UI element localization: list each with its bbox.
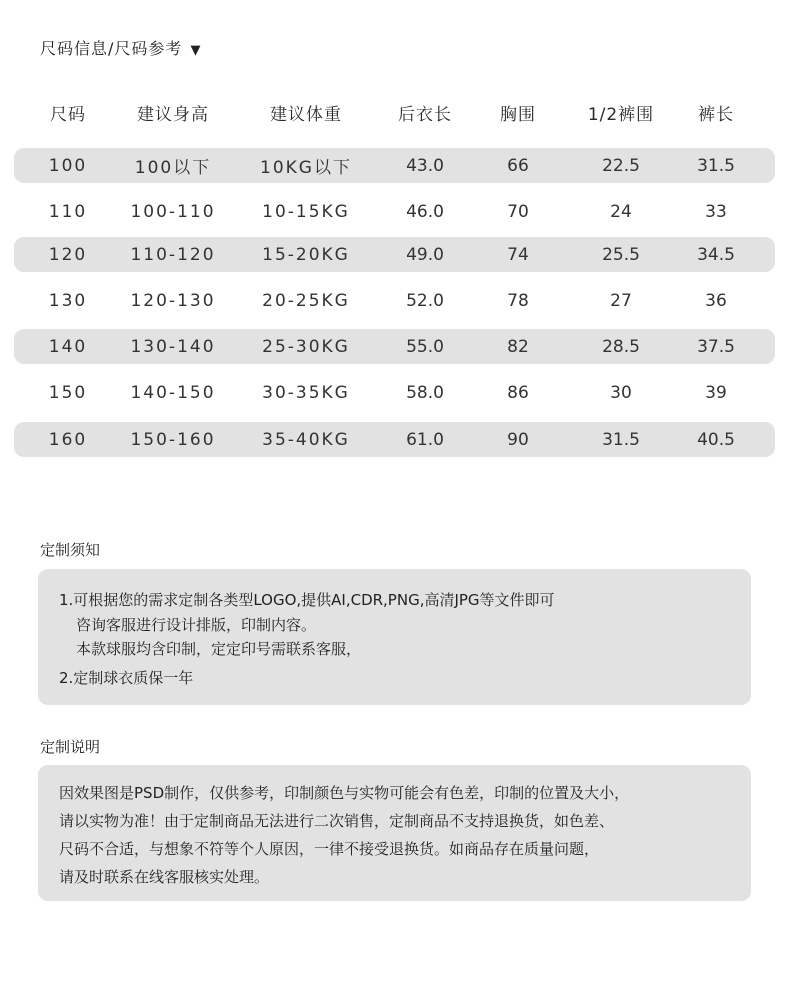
explain-line-4: 请及时联系在线客服核实处理。	[59, 868, 270, 886]
cell-back-length: 43.0	[406, 155, 444, 176]
cell-chest: 70	[507, 201, 529, 222]
cell-height: 130-140	[130, 336, 216, 357]
custom-explain-title: 定制说明	[40, 738, 101, 756]
cell-half-waist: 22.5	[602, 155, 640, 176]
size-table-header	[14, 95, 775, 130]
cell-size: 140	[48, 336, 88, 357]
cell-weight: 15-20KG	[262, 244, 350, 265]
cell-back-length: 58.0	[406, 382, 444, 403]
notice-line-2: 咨询客服进行设计排版，印制内容。	[76, 616, 317, 634]
cell-back-length: 55.0	[406, 336, 444, 357]
cell-height: 120-130	[130, 290, 216, 311]
cell-weight: 30-35KG	[262, 382, 350, 403]
notice-line-4: 2.定制球衣质保一年	[59, 669, 194, 687]
cell-chest: 78	[507, 290, 529, 311]
header-back-length: 后衣长	[398, 105, 452, 125]
cell-pants-length: 36	[705, 290, 727, 311]
table-row	[14, 283, 775, 318]
cell-chest: 74	[507, 244, 529, 265]
header-half-waist: 1/2裤围	[587, 105, 655, 125]
cell-pants-length: 37.5	[697, 336, 735, 357]
cell-chest: 66	[507, 155, 529, 176]
cell-half-waist: 27	[610, 290, 632, 311]
cell-height: 100以下	[134, 158, 212, 178]
table-row	[14, 148, 775, 183]
cell-back-length: 46.0	[406, 201, 444, 222]
notice-line-3: 本款球服均含印制，定定印号需联系客服，	[76, 640, 362, 658]
cell-chest: 90	[507, 429, 529, 450]
cell-height: 150-160	[130, 429, 216, 450]
explain-line-3: 尺码不合适，与想象不符等个人原因，一律不接受退换货。如商品存在质量问题，	[59, 840, 600, 858]
header-weight: 建议体重	[270, 105, 342, 125]
table-row	[14, 422, 775, 457]
triangle-down-icon: ▼	[190, 43, 202, 58]
size-info-title	[40, 36, 202, 59]
cell-pants-length: 34.5	[697, 244, 735, 265]
cell-half-waist: 31.5	[602, 429, 640, 450]
explain-line-2: 请以实物为准！由于定制商品无法进行二次销售，定制商品不支持退换货，如色差、	[59, 812, 615, 830]
cell-size: 130	[48, 290, 88, 311]
table-row	[14, 194, 775, 229]
cell-back-length: 52.0	[406, 290, 444, 311]
cell-half-waist: 30	[610, 382, 632, 403]
cell-height: 140-150	[130, 382, 216, 403]
custom-explain-box	[38, 765, 751, 901]
cell-height: 110-120	[130, 244, 216, 265]
cell-height: 100-110	[130, 201, 216, 222]
cell-size: 160	[48, 429, 88, 450]
cell-pants-length: 31.5	[697, 155, 735, 176]
cell-chest: 82	[507, 336, 529, 357]
cell-weight: 10KG以下	[260, 158, 352, 178]
notice-line-1: 1.可根据您的需求定制各类型LOGO,提供AI,CDR,PNG,高清JPG等文件即可	[59, 591, 555, 609]
cell-size: 150	[48, 382, 88, 403]
cell-back-length: 49.0	[406, 244, 444, 265]
explain-line-1: 因效果图是PSD制作，仅供参考，印制颜色与实物可能会有色差，印制的位置及大小，	[59, 784, 630, 802]
cell-chest: 86	[507, 382, 529, 403]
header-height: 建议身高	[137, 105, 209, 125]
cell-half-waist: 28.5	[602, 336, 640, 357]
cell-size: 110	[48, 201, 88, 222]
cell-weight: 35-40KG	[262, 429, 350, 450]
header-pants-length: 裤长	[698, 105, 734, 125]
table-row	[14, 375, 775, 410]
table-row	[14, 329, 775, 364]
cell-pants-length: 39	[705, 382, 727, 403]
table-row	[14, 237, 775, 272]
cell-weight: 20-25KG	[262, 290, 350, 311]
custom-notice-box	[38, 569, 751, 705]
cell-size: 100	[48, 155, 88, 176]
cell-back-length: 61.0	[406, 429, 444, 450]
header-chest: 胸围	[500, 105, 536, 125]
cell-pants-length: 40.5	[697, 429, 735, 450]
size-info-title-text: 尺码信息/尺码参考	[40, 39, 183, 58]
cell-weight: 10-15KG	[262, 201, 350, 222]
cell-weight: 25-30KG	[262, 336, 350, 357]
cell-half-waist: 24	[610, 201, 632, 222]
cell-size: 120	[48, 244, 88, 265]
cell-half-waist: 25.5	[602, 244, 640, 265]
custom-notice-title: 定制须知	[40, 541, 101, 559]
header-size: 尺码	[50, 105, 86, 125]
cell-pants-length: 33	[705, 201, 727, 222]
